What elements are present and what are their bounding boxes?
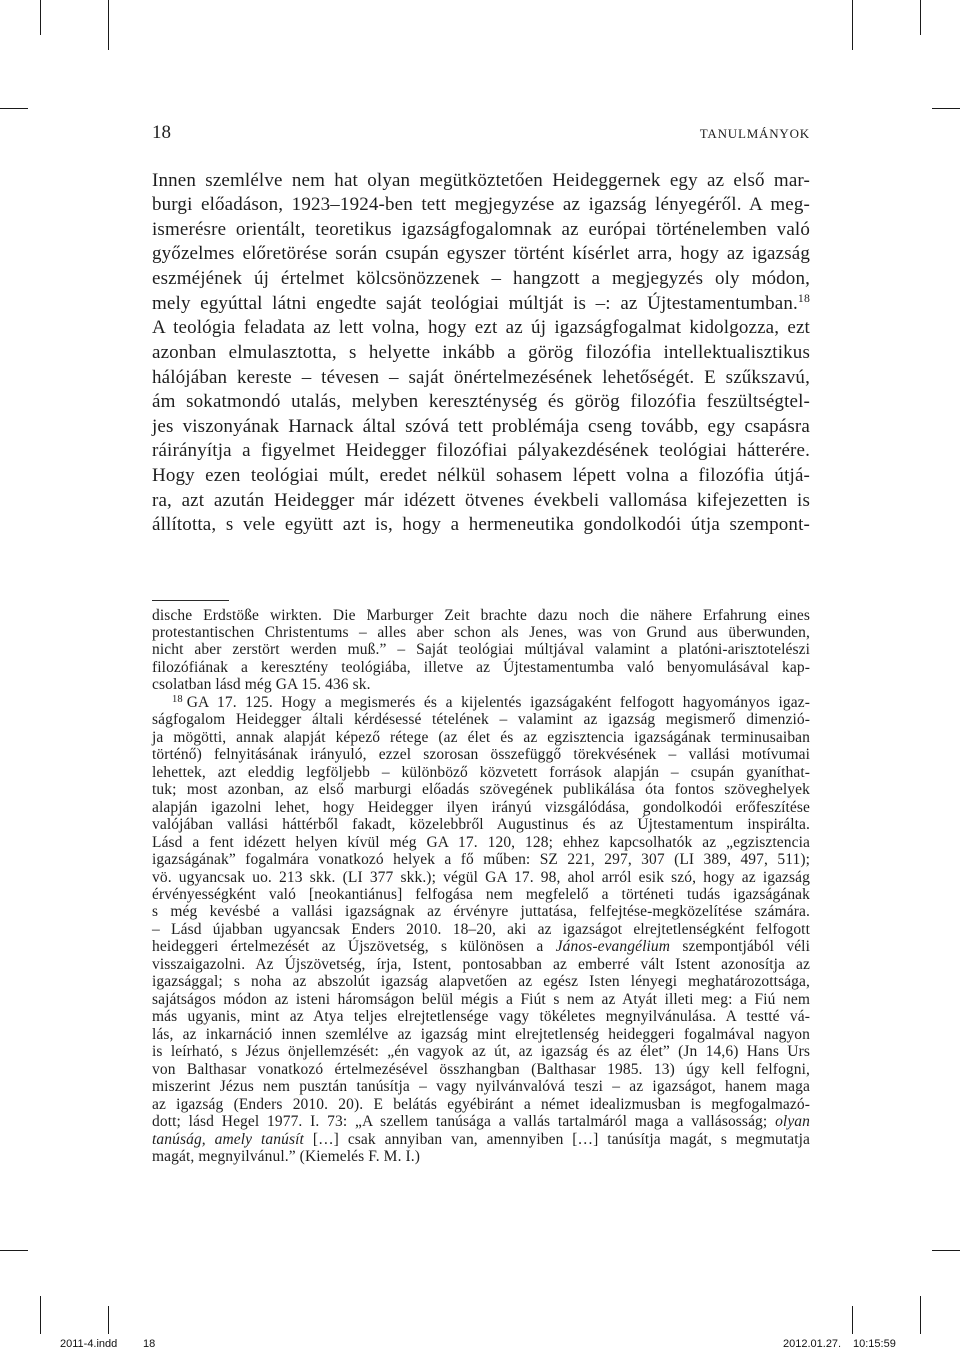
footnote-line xyxy=(152,991,810,1008)
body-line xyxy=(152,513,810,538)
crop-mark xyxy=(932,1250,960,1251)
footnote-line xyxy=(152,921,810,938)
text-run: az igazság (Enders 2010. 20). E belátás egyébiránt a német idealizmusban is megfogalmazó- xyxy=(152,1095,810,1113)
print-slug-page: 18 xyxy=(143,1338,156,1350)
body-line xyxy=(152,464,810,489)
footnote-line xyxy=(152,1026,810,1043)
body-line xyxy=(152,341,810,366)
text-run: hálójában kereste – tévesen – saját önértelmezésének lehetőségét. E szűkszavú, xyxy=(152,366,810,388)
text-run: ám sokatmondó utalás, melyben kereszténység és görög filozófia feszültségtel- xyxy=(152,391,810,413)
italic-text: János-evangélium xyxy=(555,938,671,956)
italic-text: olyan xyxy=(775,1113,810,1131)
footnote-line xyxy=(152,938,810,955)
text-run: szempontjából véli xyxy=(670,938,810,956)
crop-mark xyxy=(920,1296,921,1334)
body-line xyxy=(152,415,810,440)
text-run: von Balthasar vonatkozó értelmezésével összhangban (Balthasar 1985. 13) úgy kell felfogni, xyxy=(152,1060,810,1078)
footnote-line xyxy=(152,1131,810,1148)
text-run: magát, megnyilvánul.” (Kiemelés F. M. I.) xyxy=(152,1148,421,1166)
footnote-number: 18 xyxy=(172,694,183,706)
text-run: ságfogalom Heidegger általi kérdésessé tételének – valamint az igazság megismerő dimenzió- xyxy=(152,711,810,729)
crop-mark xyxy=(0,1250,28,1251)
body-line xyxy=(152,316,810,341)
body-line xyxy=(152,292,810,317)
text-run: […] csak annyiban van, amennyiben […] tanúsítja magát, s megmutatja xyxy=(303,1130,810,1148)
footnote-line xyxy=(152,1096,810,1113)
body-line xyxy=(152,366,810,391)
footnote-line xyxy=(152,694,810,711)
footnote-line xyxy=(152,659,810,676)
text-run: Innen szemlélve nem hat olyan megütköztetően Heideggernek egy az első mar- xyxy=(152,169,810,191)
text-run: heideggeri értelmezését az Újszövetség, s különösen a xyxy=(152,938,556,956)
footnote-line xyxy=(152,816,810,833)
footnote-line xyxy=(152,1078,810,1095)
body-line xyxy=(152,193,810,218)
text-run: azonban elmulasztotta, s helyette inkább a görög filozófia intellektualisztikus xyxy=(152,341,810,363)
body-line xyxy=(152,390,810,415)
footnote-line xyxy=(152,676,810,693)
crop-mark xyxy=(108,0,109,50)
footnote-line xyxy=(152,624,810,641)
footnote-line xyxy=(152,1008,810,1025)
body-line xyxy=(152,489,810,514)
crop-mark xyxy=(920,0,921,35)
crop-mark xyxy=(40,0,41,35)
section-title: TANULMÁNYOK xyxy=(699,126,810,141)
text-run: ismerésre orientált, teoretikus igazságfogalomnak az európai történelemben való xyxy=(152,218,810,240)
text-run: állította, s vele együtt azt is, hogy a hermeneutika gondolkodói útja szempont- xyxy=(152,514,810,536)
print-slug-time: 10:15:59 xyxy=(853,1338,896,1350)
text-run: dische Erdstöße wirkten. Die Marburger Zeit brachte dazu noch die nähere Erfahrung eines xyxy=(152,606,810,624)
footnote-line xyxy=(152,1061,810,1078)
body-line xyxy=(152,267,810,292)
text-run: Hogy ezen teológiai múlt, eredet nélkül sohasem lépett volna a filozófia útjá- xyxy=(152,465,810,486)
text-run: alapján igazolni lehet, hogy Heidegger ilyen irányú vizsgálódása, gondolkodói erőfeszítése xyxy=(152,798,810,816)
footnote-reference: 18 xyxy=(797,292,810,306)
text-run: Lásd a fent idézett helyen kívül még GA 17. 120, 128; ehhez kapcsolhatók az „egzisztencia xyxy=(152,833,810,851)
text-run: lehettek, azt eleddig legföljebb – különböző közvetett források alapján – csupán gyaníthat- xyxy=(152,763,810,781)
text-run: protestantischen Christentums – alles aber schon als Jenes, was von Grund aus überwunden, xyxy=(152,623,810,641)
footnote-line xyxy=(152,869,810,886)
body-line xyxy=(152,242,810,267)
footnote-line xyxy=(152,746,810,763)
crop-mark xyxy=(108,1306,109,1334)
italic-text: tanúság, amely tanúsít xyxy=(152,1130,304,1148)
footnote-line xyxy=(152,903,810,920)
text-run: ra, azt azután Heidegger már idézett ötvenes évekbeli vallomása kifejezetten is xyxy=(152,489,810,511)
text-run: történő) felnyitásának irányuló, ezzel szorosan összefüggő törekvésének – vallási motívumai xyxy=(152,746,810,764)
footnote-line xyxy=(152,886,810,903)
text-run: is leírható, s Jézus önjellemzését: „én vagyok az út, az igazság és az élet” (Jn 14,6) Hans Urs xyxy=(152,1043,810,1061)
footnote-line xyxy=(152,799,810,816)
footnotes xyxy=(152,607,810,1166)
footnote-line xyxy=(152,973,810,990)
print-slug-file: 2011-4.indd xyxy=(60,1338,118,1350)
footnote-line xyxy=(152,1148,810,1165)
body-line xyxy=(152,218,810,243)
footnote-line xyxy=(152,851,810,868)
footnote-line xyxy=(152,641,810,658)
running-head xyxy=(152,121,810,146)
text-run: jes viszonyának Harnack által szóvá tett problémája cseng tovább, egy csapásra xyxy=(152,415,810,437)
footnote-line xyxy=(152,1043,810,1060)
footnote-line xyxy=(152,834,810,851)
footnote-line xyxy=(152,607,810,624)
text-run: igazságának” fogalmára vonatkozó helyek a fő műben: SZ 221, 297, 307 (LI 389, 497, 511); xyxy=(152,851,810,869)
text-run: csolatban lásd még GA 15. 436 sk. xyxy=(152,676,371,694)
text-run: nicht aber zerstört werden muß.” – Saját teológiai múltjával valamint a platóni-arisztotelészi xyxy=(152,641,810,659)
text-run: s még kevésbé a vallási igazságnak az érvényre juttatása, felfejtése-megközelítése számára. xyxy=(152,903,810,921)
text-run: – Lásd újabban ugyancsak Enders 2010. 18–20, aki az igazságot elrejtetlenségként felfogott xyxy=(152,920,810,938)
footnote-rule xyxy=(152,600,229,601)
footnote-line xyxy=(152,781,810,798)
text-run: A teológia feladata az lett volna, hogy ezt az új igazságfogalmat kidolgozza, ezt xyxy=(152,317,810,339)
body-text xyxy=(152,169,810,538)
text-run: vö. ugyancsak uo. 213 skk. (LI 377 skk.); végül GA 17. 98, ahol arról esik szó, hogy az igazság xyxy=(152,868,810,886)
text-run: GA 17. 125. Hogy a megismerés és a kijelentés igazságaként felfogott hagyományos igaz- xyxy=(186,693,810,711)
text-run: mely egyúttal látni engedte saját teológiai múltját is –: az Újtestamentumban. xyxy=(152,292,798,314)
text-run: más ugyanis, mint az Atya teljes elrejtetlensége vagy tökéletes megnyilvánulása. A testté vá- xyxy=(152,1008,810,1026)
text-run: ja mögötti, annak alapját képező rétege (az élet és az egzisztencia igazságának terminusaiban xyxy=(152,728,810,746)
text-run: miszerint Jézus nem pusztán tanúsítja – vagy nyilvánvalóvá teszi – az igazságot, hanem maga xyxy=(152,1078,810,1096)
text-run: ráirányítja a figyelmet Heidegger filozófiai pályakezdésének teológiai hátterére. xyxy=(152,440,810,462)
text-run: igazsággal; s noha az abszolút igazság alapvetően az egész Isten lényegi meghatározottsága, xyxy=(152,973,810,991)
footnote-line xyxy=(152,956,810,973)
crop-mark xyxy=(852,0,853,50)
footnote-line xyxy=(152,764,810,781)
page-number: 18 xyxy=(152,122,171,143)
text-run: tuk; most azonban, az első marburgi előadás szövegének publikálása óta fontos szöveghelyek xyxy=(152,781,810,799)
text-run: visszaigazolni. Az Újszövetség, írja, Istent, pontosabban az emberré vált Istent azonosítja az xyxy=(152,955,810,973)
crop-mark xyxy=(852,1306,853,1334)
footnote-line xyxy=(152,1113,810,1130)
text-run: burgi előadáson, 1923–1924-ben tett megjegyzése az igazság lényegéről. A meg- xyxy=(152,194,810,216)
body-line xyxy=(152,169,810,194)
text-run: lás, az inkarnáció innen szemlélve az igazság mint elrejtetlenség heideggeri fogalmával nagyon xyxy=(152,1025,810,1043)
text-run: valójában vallási háttérből fakadt, közelebbről Augustinus és az Újtestamentum inspirálta. xyxy=(152,816,810,834)
text-run: dott; lásd Hegel 1977. I. 73: „A szellem tanúsága a vallás tartalmáról maga a vallásosság; xyxy=(152,1113,776,1131)
crop-mark xyxy=(932,108,960,109)
text-run: eszméjének új értelmet kölcsönözzenek – hangzott a megjegyzés oly módon, xyxy=(152,268,810,289)
crop-mark xyxy=(0,108,28,109)
body-line xyxy=(152,439,810,464)
text-run: filozófiának a keresztény teológiába, illetve az Újtestamentumba való benyomulásával kap- xyxy=(152,658,810,676)
text-run: győzelmes előretörése során csupán egyszer történt kísérlet arra, hogy az igazság xyxy=(152,243,810,265)
footnote-line xyxy=(152,711,810,728)
text-run: sajátságos módon az isteni háromságon belül mégis a Fiút s nem az Atyát illeti meg: a Fiú nem xyxy=(152,990,810,1008)
footnote-line xyxy=(152,729,810,746)
text-run: érvényességként való [neokantiánus] felfogása nem megfelelő a történeti tudás igazságának xyxy=(152,886,810,903)
crop-mark xyxy=(40,1296,41,1334)
print-slug-date: 2012.01.27. xyxy=(783,1338,842,1350)
